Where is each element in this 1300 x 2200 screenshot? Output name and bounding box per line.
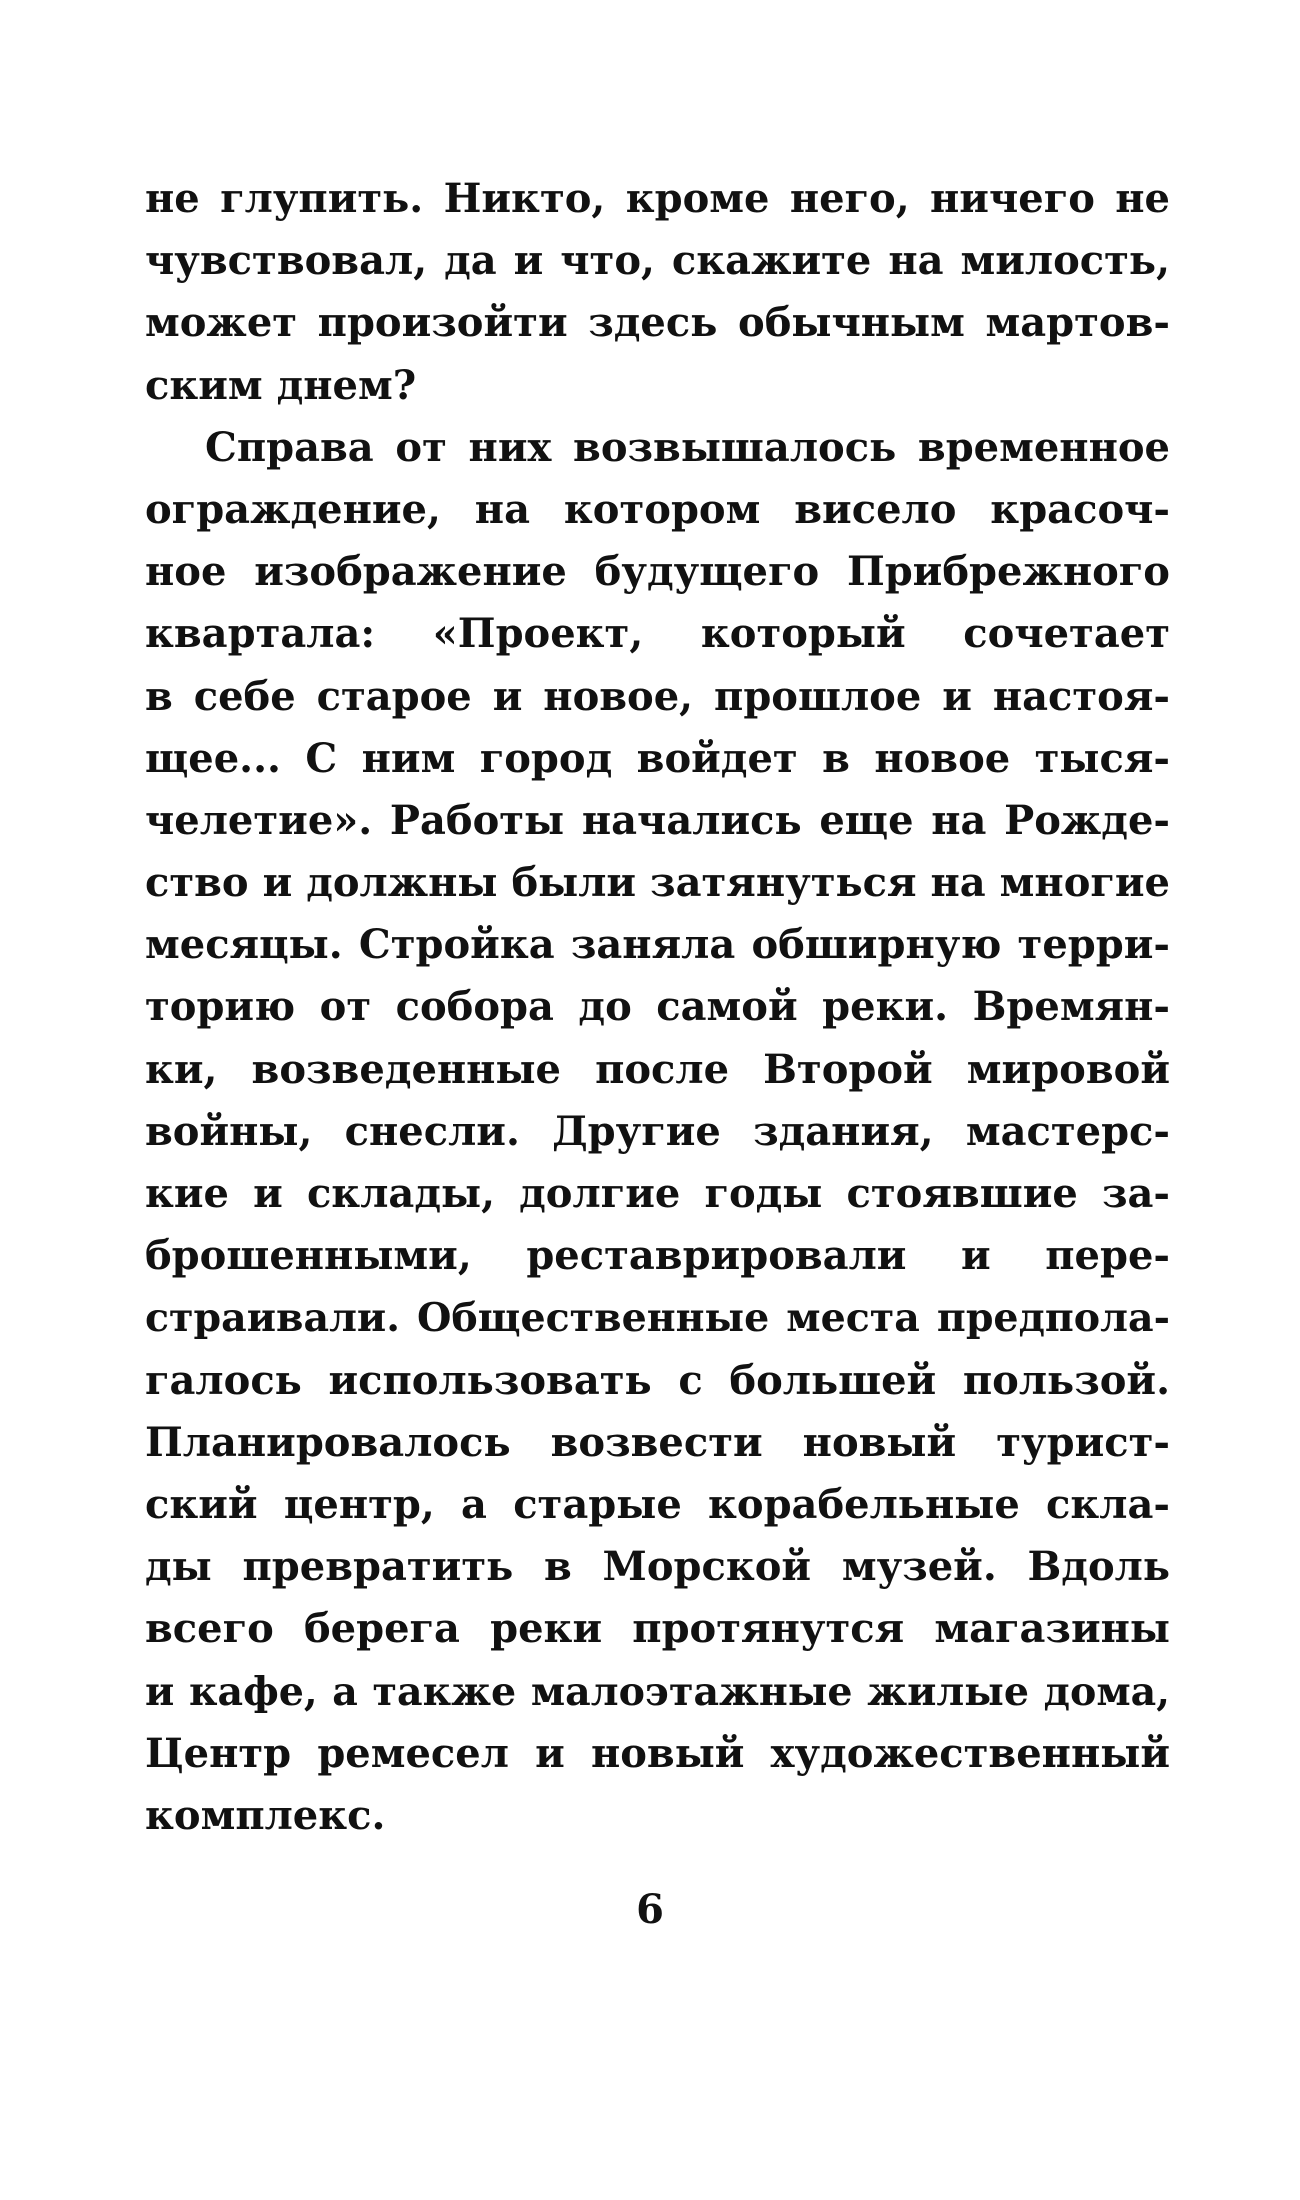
text-line: Центр ремесел и новый художественный: [145, 1729, 1170, 1777]
text-line: ским днем?: [145, 361, 417, 409]
text-line: и кафе, а также малоэтажные жилые дома,: [145, 1668, 1170, 1715]
text-line: ство и должны были затянуться на многие: [145, 859, 1170, 907]
text-line: Справа от них возвышалось временное: [205, 423, 1170, 471]
text-line: всего берега реки протянутся магазины: [145, 1605, 1170, 1653]
text-line: брошенными, реставрировали и пере-: [145, 1232, 1170, 1280]
text-line: комплекс.: [145, 1791, 386, 1839]
text-line: Планировалось возвести новый турист-: [145, 1418, 1170, 1466]
text-line: кие и склады, долгие годы стоявшие за-: [145, 1170, 1170, 1217]
text-line: войны, снесли. Другие здания, мастерс-: [145, 1107, 1170, 1155]
text-line: чувствовал, да и что, скажите на милость,: [145, 237, 1170, 285]
text-line: квартала: «Проект, который сочетает: [145, 610, 1170, 658]
text-line: ограждение, на котором висело красоч-: [145, 485, 1170, 533]
text-line: торию от собора до самой реки. Времян-: [145, 983, 1170, 1031]
text-line: ды превратить в Морской музей. Вдоль: [145, 1543, 1170, 1591]
text-line: в себе старое и новое, прошлое и настоя-: [145, 672, 1170, 720]
page-number: 6: [636, 1886, 664, 1933]
text-line: щее... С ним город войдет в новое тыся-: [145, 734, 1170, 782]
text-line: ное изображение будущего Прибрежного: [145, 548, 1170, 596]
text-line: страивали. Общественные места предпола-: [145, 1295, 1170, 1342]
text-line: месяцы. Стройка заняла обширную терри-: [145, 921, 1170, 969]
body-text: [145, 168, 1170, 1847]
text-line: ки, возведенные после Второй мировой: [145, 1045, 1170, 1093]
text-line: галось использовать с большей пользой.: [145, 1356, 1170, 1404]
text-line: может произойти здесь обычным мартов-: [145, 299, 1170, 347]
text-line: ский центр, а старые корабельные скла-: [145, 1480, 1170, 1528]
text-line: челетие». Работы начались еще на Рожде-: [145, 796, 1170, 844]
text-line: не глупить. Никто, кроме него, ничего не: [145, 175, 1170, 222]
